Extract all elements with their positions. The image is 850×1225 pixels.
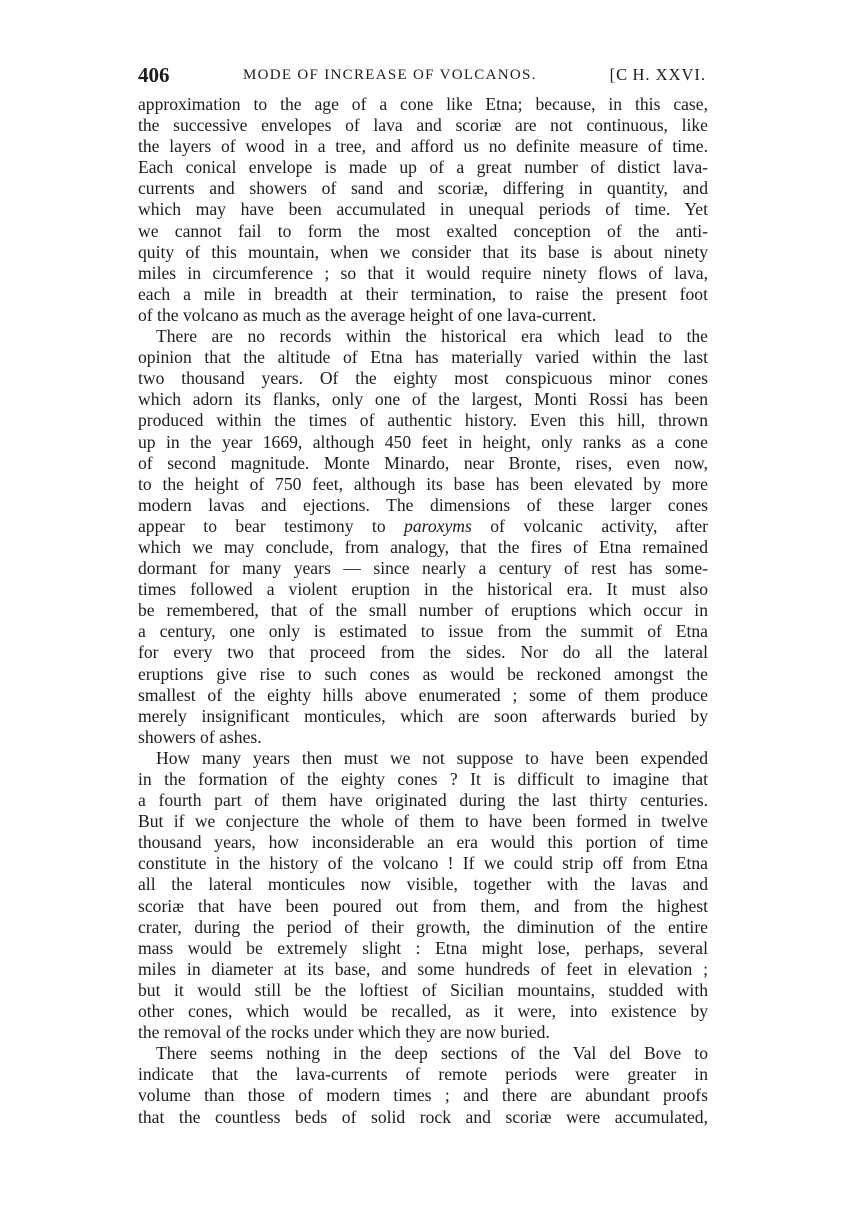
text-line: opinion that the altitude of Etna has materially varied within the last [138, 347, 708, 368]
chapter-reference: [C H. XXVI. [609, 65, 706, 84]
text-line: mass would be extremely slight : Etna might lose, perhaps, several [138, 937, 708, 958]
text-line: crater, during the period of their growth, the diminution of the entire [138, 916, 708, 937]
text-line: for every two that proceed from the sides. Nor do all the lateral [138, 642, 708, 663]
text-line: that the countless beds of solid rock and scoriæ were accumulated, [138, 1106, 708, 1127]
book-page [138, 60, 708, 1128]
italic-word: paroxyms [404, 515, 472, 536]
text-line: times followed a violent eruption in the historical era. It must also [138, 579, 708, 600]
text-line: of the volcano as much as the average height of one lava-current. [138, 304, 597, 325]
text-line: How many years then must we not suppose to have been expended [156, 747, 708, 768]
text-line: which may have been accumulated in unequal periods of time. Yet [138, 199, 708, 220]
page-number: 406 [138, 63, 170, 87]
text-line: other cones, which would be recalled, as it were, into existence by [138, 1001, 708, 1022]
body-text [138, 94, 708, 1128]
text-line: approximation to the age of a cone like Etna; because, in this case, [138, 94, 708, 114]
running-header [138, 60, 708, 90]
text-line: indicate that the lava-currents of remote periods were greater in [138, 1064, 708, 1085]
text-line: dormant for many years — since nearly a century of rest has some- [138, 558, 708, 579]
text-line: of second magnitude. Monte Minardo, near Bronte, rises, even now, [138, 452, 708, 473]
text-line: There seems nothing in the deep sections of the Val del Bove to [156, 1043, 708, 1064]
text-line: which we may conclude, from analogy, that the fires of Etna remained [138, 536, 708, 557]
text-line: two thousand years. Of the eighty most conspicuous minor cones [138, 368, 708, 389]
text-line: scoriæ that have been poured out from them, and from the highest [138, 895, 708, 916]
text-line: But if we conjecture the whole of them to have been formed in twelve [138, 811, 708, 832]
text-line: each a mile in breadth at their termination, to raise the present foot [138, 283, 708, 304]
text-line: currents and showers of sand and scoriæ, differing in quantity, and [138, 178, 708, 199]
text-line: quity of this mountain, when we consider that its base is about ninety [138, 241, 708, 262]
text-line: There are no records within the historical era which lead to the [156, 326, 708, 347]
text-line: miles in diameter at its base, and some hundreds of feet in elevation ; [138, 958, 708, 979]
text-line: volume than those of modern times ; and there are abundant proofs [138, 1085, 708, 1106]
text-line: in the formation of the eighty cones ? It is difficult to imagine that [138, 769, 708, 789]
text-line: we cannot fail to form the most exalted conception of the anti- [138, 220, 708, 241]
text-line: to the height of 750 feet, although its base has been elevated by more [138, 473, 708, 494]
text-line: appear to bear testimony to paroxyms of volcanic activity, after [138, 515, 708, 536]
text-line: modern lavas and ejections. The dimensions of these larger cones [138, 494, 708, 515]
text-line: eruptions give rise to such cones as would be reckoned amongst the [138, 663, 708, 684]
text-line: thousand years, how inconsiderable an era would this portion of time [138, 832, 708, 853]
text-line: smallest of the eighty hills above enumerated ; some of them produce [138, 684, 708, 705]
text-line: merely insignificant monticules, which are soon afterwards buried by [138, 705, 708, 726]
text-line: be remembered, that of the small number of eruptions which occur in [138, 600, 708, 621]
text-line: which adorn its flanks, only one of the largest, Monti Rossi has been [138, 389, 708, 410]
text-line: the removal of the rocks under which they are now buried. [138, 1022, 550, 1043]
text-line: Each conical envelope is made up of a great number of distict lava- [138, 157, 708, 178]
text-line: a fourth part of them have originated during the last thirty centuries. [138, 790, 708, 811]
text-line: all the lateral monticules now visible, together with the lavas and [138, 874, 708, 895]
text-line: the layers of wood in a tree, and afford us no definite measure of time. [138, 136, 708, 157]
text-line: up in the year 1669, although 450 feet in height, only ranks as a cone [138, 431, 708, 452]
text-line: miles in circumference ; so that it would require ninety flows of lava, [138, 262, 708, 283]
text-line: produced within the times of authentic history. Even this hill, thrown [138, 410, 708, 431]
text-line: constitute in the history of the volcano ! If we could strip off from Etna [138, 853, 708, 874]
text-line: showers of ashes. [138, 726, 262, 747]
text-line: a century, one only is estimated to issue from the summit of Etna [138, 621, 708, 642]
running-title: MODE OF INCREASE OF VOLCANOS. [243, 67, 537, 83]
text-line: the successive envelopes of lava and scoriæ are not continuous, like [138, 115, 708, 136]
text-line: but it would still be the loftiest of Sicilian mountains, studded with [138, 979, 708, 1000]
